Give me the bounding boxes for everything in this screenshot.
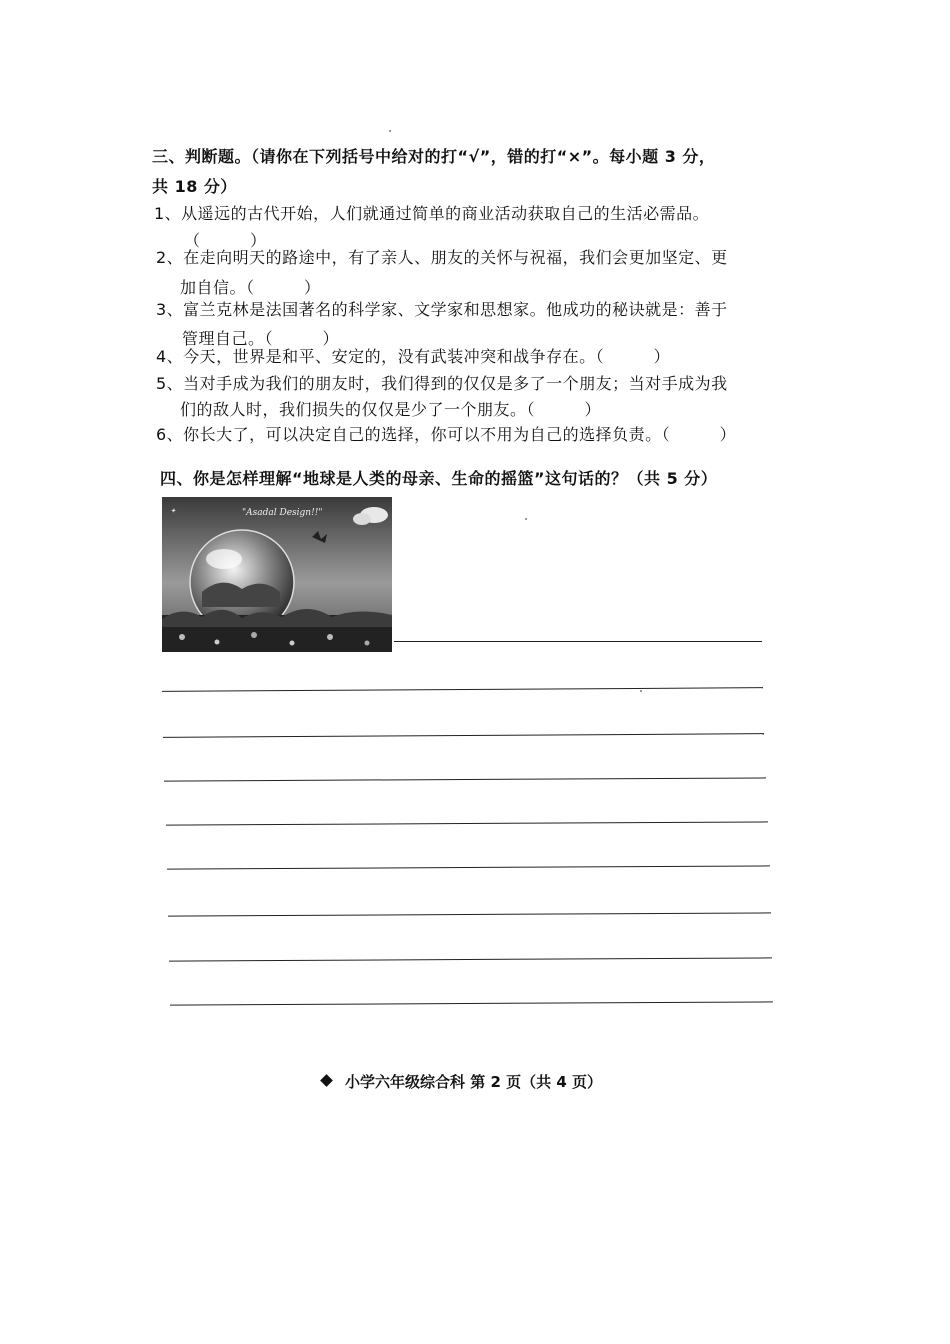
answer-line-9[interactable]: [170, 1001, 773, 1005]
item-5-line2[interactable]: 们的敌人时，我们损失的仅仅是少了一个朋友。（ ）: [180, 400, 602, 419]
answer-line-5[interactable]: [166, 821, 768, 825]
answer-line-2[interactable]: [162, 687, 763, 692]
earth-cradle-illustration: [162, 497, 392, 652]
scan-speck: [525, 518, 527, 520]
answer-line-4[interactable]: [164, 777, 766, 781]
answer-line-8[interactable]: [169, 957, 772, 961]
image-caption: "Asadal Design!!": [242, 508, 323, 518]
item-3-line1: 3、富兰克林是法国著名的科学家、文学家和思想家。他成功的秘诀就是：善于: [156, 300, 728, 319]
item-5-line1: 5、当对手成为我们的朋友时，我们得到的仅仅是多了一个朋友；当对手成为我: [156, 374, 728, 393]
section4-heading: 四、你是怎样理解“地球是人类的母亲、生命的摇篮”这句话的？（共 5 分）: [160, 469, 718, 488]
item-1-answer[interactable]: （ ）: [184, 231, 267, 250]
scan-speck: [389, 130, 391, 132]
item-2-line2[interactable]: 加自信。（ ）: [180, 278, 321, 297]
answer-line-7[interactable]: [168, 912, 771, 916]
section3-heading-line1: 三、判断题。（请你在下列括号中给对的打“√”，错的打“×”。每小题 3 分，: [152, 147, 716, 166]
item-1-line1: 1、从遥远的古代开始，人们就通过简单的商业活动获取自己的生活必需品。: [154, 204, 710, 223]
item-3-line2[interactable]: 管理自己。（ ）: [182, 329, 340, 348]
earth-photo: [162, 497, 392, 652]
section3-heading-line2: 共 18 分）: [152, 177, 237, 196]
answer-line-6[interactable]: [167, 865, 770, 869]
answer-line-3[interactable]: [163, 733, 764, 738]
item-4-line1[interactable]: 4、今天，世界是和平、安定的，没有武装冲突和战争存在。（ ）: [156, 347, 671, 366]
answer-line-1[interactable]: [394, 641, 762, 642]
item-6-line1[interactable]: 6、你长大了，可以决定自己的选择，你可以不用为自己的选择负责。（ ）: [156, 425, 737, 444]
scan-speck: [640, 690, 642, 692]
page-footer: [322, 1071, 602, 1092]
svg-text:✦: ✦: [170, 507, 176, 515]
item-2-line1: 2、在走向明天的路途中，有了亲人、朋友的关怀与祝福，我们会更加坚定、更: [156, 248, 728, 267]
footer-text: 小学六年级综合科 第 2 页（共 4 页）: [345, 1073, 602, 1091]
diamond-bullet-icon: [320, 1074, 333, 1087]
